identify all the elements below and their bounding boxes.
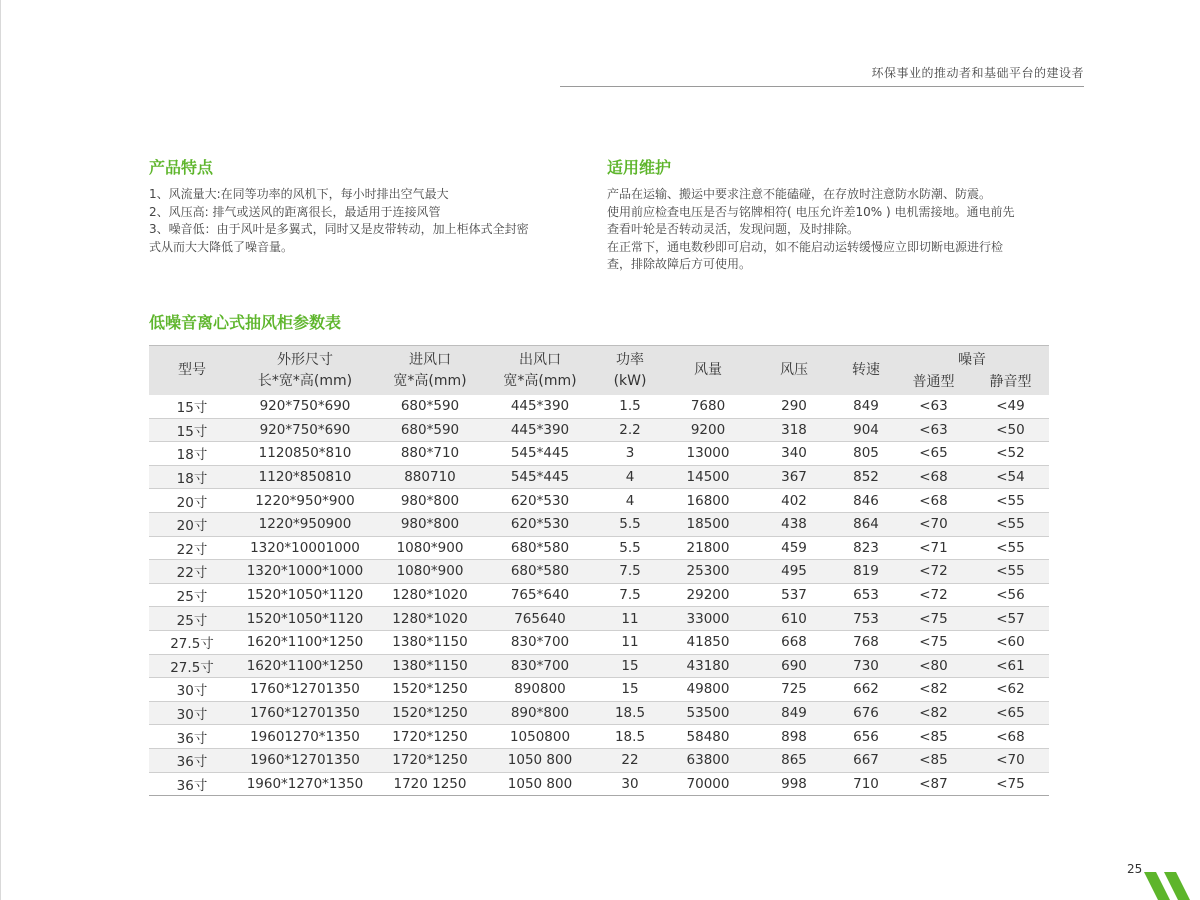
cell-noise-normal: <68 [895, 465, 972, 489]
maintenance-body [607, 186, 1052, 274]
cell-noise-normal: <87 [895, 772, 972, 796]
cell-speed: 904 [837, 418, 895, 442]
cell-inlet: 880*710 [375, 442, 485, 466]
cell-outlet: 1050 800 [485, 748, 595, 772]
cell-size: 1120*850810 [235, 465, 375, 489]
cell-pressure: 849 [751, 701, 837, 725]
cell-inlet: 1720*1250 [375, 748, 485, 772]
cell-power: 15 [595, 678, 665, 702]
cell-noise-normal: <85 [895, 725, 972, 749]
cell-inlet: 1080*900 [375, 536, 485, 560]
cell-power: 7.5 [595, 560, 665, 584]
cell-noise-normal: <63 [895, 418, 972, 442]
cell-outlet: 620*530 [485, 489, 595, 513]
cell-model: 27.5寸 [149, 654, 235, 678]
cell-model: 18寸 [149, 465, 235, 489]
cell-outlet: 765*640 [485, 583, 595, 607]
cell-noise-silent: <56 [972, 583, 1049, 607]
cell-model: 36寸 [149, 772, 235, 796]
header-divider [560, 86, 1084, 87]
cell-inlet: 1520*1250 [375, 701, 485, 725]
cell-noise-silent: <70 [972, 748, 1049, 772]
cell-noise-silent: <62 [972, 678, 1049, 702]
cell-speed: 823 [837, 536, 895, 560]
maintenance-title: 适用维护 [607, 158, 672, 177]
features-line: 式从而大大降低了噪音量。 [149, 239, 294, 254]
maintenance-line: 查，排除故障后方可使用。 [607, 257, 752, 271]
cell-speed: 753 [837, 607, 895, 631]
cell-noise-silent: <54 [972, 465, 1049, 489]
cell-size: 1620*1100*1250 [235, 654, 375, 678]
cell-size: 1120850*810 [235, 442, 375, 466]
table-row [149, 465, 1049, 489]
cell-speed: 805 [837, 442, 895, 466]
cell-outlet: 830*700 [485, 654, 595, 678]
features-line: 1、风流量大:在同等功率的风机下，每小时排出空气最大 [149, 187, 449, 201]
header-noise-silent: 静音型 [972, 373, 1049, 395]
cell-noise-normal: <75 [895, 630, 972, 654]
cell-size: 1960*1270*1350 [235, 772, 375, 796]
cell-pressure: 367 [751, 465, 837, 489]
table-row [149, 772, 1049, 796]
cell-speed: 819 [837, 560, 895, 584]
cell-power: 3 [595, 442, 665, 466]
cell-model: 36寸 [149, 748, 235, 772]
cell-model: 30寸 [149, 678, 235, 702]
cell-airflow: 63800 [665, 748, 751, 772]
cell-noise-silent: <49 [972, 395, 1049, 418]
cell-inlet: 1720 1250 [375, 772, 485, 796]
cell-model: 15寸 [149, 395, 235, 418]
spec-table [149, 345, 1049, 796]
header-pressure: 风压 [751, 346, 837, 396]
logo-stripe-1 [1144, 872, 1170, 900]
cell-model: 25寸 [149, 583, 235, 607]
page-edge [0, 0, 1, 900]
cell-noise-normal: <72 [895, 583, 972, 607]
cell-noise-silent: <57 [972, 607, 1049, 631]
cell-airflow: 18500 [665, 512, 751, 536]
cell-pressure: 668 [751, 630, 837, 654]
cell-inlet: 980*800 [375, 489, 485, 513]
cell-model: 20寸 [149, 512, 235, 536]
cell-model: 30寸 [149, 701, 235, 725]
cell-inlet: 1280*1020 [375, 607, 485, 631]
cell-size: 1960*12701350 [235, 748, 375, 772]
header-noise-normal: 普通型 [895, 373, 972, 395]
cell-power: 15 [595, 654, 665, 678]
cell-airflow: 16800 [665, 489, 751, 513]
cell-outlet: 1050800 [485, 725, 595, 749]
header-noise: 噪音 [895, 346, 1049, 374]
cell-airflow: 58480 [665, 725, 751, 749]
cell-airflow: 29200 [665, 583, 751, 607]
cell-pressure: 690 [751, 654, 837, 678]
table-row [149, 725, 1049, 749]
cell-noise-silent: <65 [972, 701, 1049, 725]
cell-airflow: 21800 [665, 536, 751, 560]
brand-chevron-logo [1140, 872, 1200, 900]
cell-size: 920*750*690 [235, 395, 375, 418]
maintenance-line: 使用前应检查电压是否与铭牌相符( 电压允许差10% ) 电机需接地。通电前先 [607, 204, 1015, 219]
cell-speed: 846 [837, 489, 895, 513]
cell-airflow: 13000 [665, 442, 751, 466]
table-row [149, 512, 1049, 536]
cell-pressure: 290 [751, 395, 837, 418]
cell-airflow: 25300 [665, 560, 751, 584]
cell-speed: 653 [837, 583, 895, 607]
cell-noise-normal: <82 [895, 701, 972, 725]
cell-outlet: 830*700 [485, 630, 595, 654]
cell-outlet: 680*580 [485, 536, 595, 560]
cell-outlet: 445*390 [485, 395, 595, 418]
cell-noise-silent: <55 [972, 560, 1049, 584]
cell-airflow: 53500 [665, 701, 751, 725]
features-body [149, 186, 569, 256]
cell-airflow: 49800 [665, 678, 751, 702]
cell-inlet: 1080*900 [375, 560, 485, 584]
cell-airflow: 43180 [665, 654, 751, 678]
cell-outlet: 1050 800 [485, 772, 595, 796]
cell-noise-normal: <68 [895, 489, 972, 513]
cell-noise-normal: <75 [895, 607, 972, 631]
cell-outlet: 680*580 [485, 560, 595, 584]
cell-outlet: 620*530 [485, 512, 595, 536]
cell-power: 4 [595, 465, 665, 489]
cell-inlet: 1520*1250 [375, 678, 485, 702]
cell-noise-silent: <52 [972, 442, 1049, 466]
cell-inlet: 1380*1150 [375, 630, 485, 654]
cell-noise-silent: <68 [972, 725, 1049, 749]
header-outlet: 出风口 宽*高(mm) [485, 346, 595, 396]
features-title: 产品特点 [149, 158, 214, 177]
cell-pressure: 340 [751, 442, 837, 466]
cell-size: 1760*12701350 [235, 678, 375, 702]
cell-pressure: 438 [751, 512, 837, 536]
cell-size: 1220*950900 [235, 512, 375, 536]
cell-model: 20寸 [149, 489, 235, 513]
cell-power: 18.5 [595, 701, 665, 725]
table-row [149, 489, 1049, 513]
cell-power: 22 [595, 748, 665, 772]
cell-noise-normal: <71 [895, 536, 972, 560]
cell-speed: 656 [837, 725, 895, 749]
cell-power: 11 [595, 630, 665, 654]
cell-noise-silent: <55 [972, 536, 1049, 560]
cell-speed: 662 [837, 678, 895, 702]
cell-speed: 667 [837, 748, 895, 772]
cell-model: 22寸 [149, 536, 235, 560]
cell-speed: 710 [837, 772, 895, 796]
table-row [149, 395, 1049, 418]
cell-size: 1220*950*900 [235, 489, 375, 513]
table-row [149, 442, 1049, 466]
cell-inlet: 1720*1250 [375, 725, 485, 749]
table-row [149, 418, 1049, 442]
cell-outlet: 890800 [485, 678, 595, 702]
cell-inlet: 980*800 [375, 512, 485, 536]
cell-airflow: 70000 [665, 772, 751, 796]
table-row [149, 630, 1049, 654]
cell-airflow: 41850 [665, 630, 751, 654]
cell-speed: 864 [837, 512, 895, 536]
cell-noise-normal: <80 [895, 654, 972, 678]
cell-noise-normal: <85 [895, 748, 972, 772]
cell-pressure: 610 [751, 607, 837, 631]
cell-inlet: 880710 [375, 465, 485, 489]
header-tagline: 环保事业的推动者和基础平台的建设者 [871, 66, 1084, 80]
cell-airflow: 7680 [665, 395, 751, 418]
cell-noise-normal: <63 [895, 395, 972, 418]
header-inlet: 进风口 宽*高(mm) [375, 346, 485, 396]
cell-pressure: 998 [751, 772, 837, 796]
table-row [149, 678, 1049, 702]
header-speed: 转速 [837, 346, 895, 396]
cell-pressure: 898 [751, 725, 837, 749]
table-row [149, 654, 1049, 678]
cell-size: 920*750*690 [235, 418, 375, 442]
cell-size: 19601270*1350 [235, 725, 375, 749]
cell-power: 5.5 [595, 536, 665, 560]
cell-power: 1.5 [595, 395, 665, 418]
cell-power: 7.5 [595, 583, 665, 607]
cell-size: 1320*10001000 [235, 536, 375, 560]
cell-speed: 849 [837, 395, 895, 418]
header-model: 型号 [149, 346, 235, 396]
cell-model: 27.5寸 [149, 630, 235, 654]
cell-pressure: 495 [751, 560, 837, 584]
header-row [149, 346, 1049, 374]
header-airflow: 风量 [665, 346, 751, 396]
cell-noise-silent: <60 [972, 630, 1049, 654]
table-row [149, 536, 1049, 560]
cell-power: 2.2 [595, 418, 665, 442]
cell-noise-silent: <55 [972, 512, 1049, 536]
cell-size: 1760*12701350 [235, 701, 375, 725]
cell-outlet: 545*445 [485, 465, 595, 489]
cell-outlet: 445*390 [485, 418, 595, 442]
cell-model: 25寸 [149, 607, 235, 631]
cell-speed: 676 [837, 701, 895, 725]
logo-stripe-2 [1164, 872, 1190, 900]
cell-noise-normal: <82 [895, 678, 972, 702]
cell-model: 15寸 [149, 418, 235, 442]
table-row [149, 701, 1049, 725]
cell-pressure: 725 [751, 678, 837, 702]
cell-inlet: 680*590 [375, 418, 485, 442]
cell-size: 1520*1050*1120 [235, 583, 375, 607]
cell-outlet: 890*800 [485, 701, 595, 725]
cell-noise-silent: <55 [972, 489, 1049, 513]
cell-size: 1620*1100*1250 [235, 630, 375, 654]
table-title: 低噪音离心式抽风柜参数表 [149, 313, 342, 332]
cell-speed: 730 [837, 654, 895, 678]
cell-noise-normal: <72 [895, 560, 972, 584]
cell-model: 36寸 [149, 725, 235, 749]
cell-pressure: 459 [751, 536, 837, 560]
cell-outlet: 765640 [485, 607, 595, 631]
maintenance-line: 查看叶轮是否转动灵活，发现问题，及时排除。 [607, 222, 860, 236]
cell-noise-normal: <65 [895, 442, 972, 466]
header-size: 外形尺寸 长*宽*高(mm) [235, 346, 375, 396]
cell-inlet: 1380*1150 [375, 654, 485, 678]
header-power: 功率 (kW) [595, 346, 665, 396]
cell-power: 4 [595, 489, 665, 513]
cell-pressure: 865 [751, 748, 837, 772]
cell-outlet: 545*445 [485, 442, 595, 466]
cell-inlet: 1280*1020 [375, 583, 485, 607]
cell-pressure: 537 [751, 583, 837, 607]
cell-noise-silent: <50 [972, 418, 1049, 442]
table-row [149, 607, 1049, 631]
cell-noise-normal: <70 [895, 512, 972, 536]
cell-size: 1320*1000*1000 [235, 560, 375, 584]
table-row [149, 560, 1049, 584]
cell-pressure: 318 [751, 418, 837, 442]
cell-power: 18.5 [595, 725, 665, 749]
cell-power: 5.5 [595, 512, 665, 536]
cell-airflow: 9200 [665, 418, 751, 442]
spec-table-body [149, 395, 1049, 796]
features-line: 3、噪音低：由于风叶是多翼式，同时又是皮带转动，加上柜体式全封密 [149, 222, 529, 236]
maintenance-line: 产品在运输、搬运中要求注意不能磕碰，在存放时注意防水防潮、防震。 [607, 187, 992, 201]
cell-pressure: 402 [751, 489, 837, 513]
cell-airflow: 14500 [665, 465, 751, 489]
cell-noise-silent: <75 [972, 772, 1049, 796]
table-row [149, 583, 1049, 607]
cell-model: 18寸 [149, 442, 235, 466]
cell-speed: 852 [837, 465, 895, 489]
cell-power: 30 [595, 772, 665, 796]
cell-inlet: 680*590 [375, 395, 485, 418]
cell-power: 11 [595, 607, 665, 631]
page-number: 25 [1127, 862, 1143, 876]
cell-airflow: 33000 [665, 607, 751, 631]
cell-noise-silent: <61 [972, 654, 1049, 678]
table-row [149, 748, 1049, 772]
cell-model: 22寸 [149, 560, 235, 584]
maintenance-line: 在正常下，通电数秒即可启动，如不能启动运转缓慢应立即切断电源进行检 [607, 239, 1004, 254]
cell-size: 1520*1050*1120 [235, 607, 375, 631]
features-line: 2、风压高: 排气或送风的距离很长，最适用于连接风管 [149, 204, 441, 219]
cell-speed: 768 [837, 630, 895, 654]
